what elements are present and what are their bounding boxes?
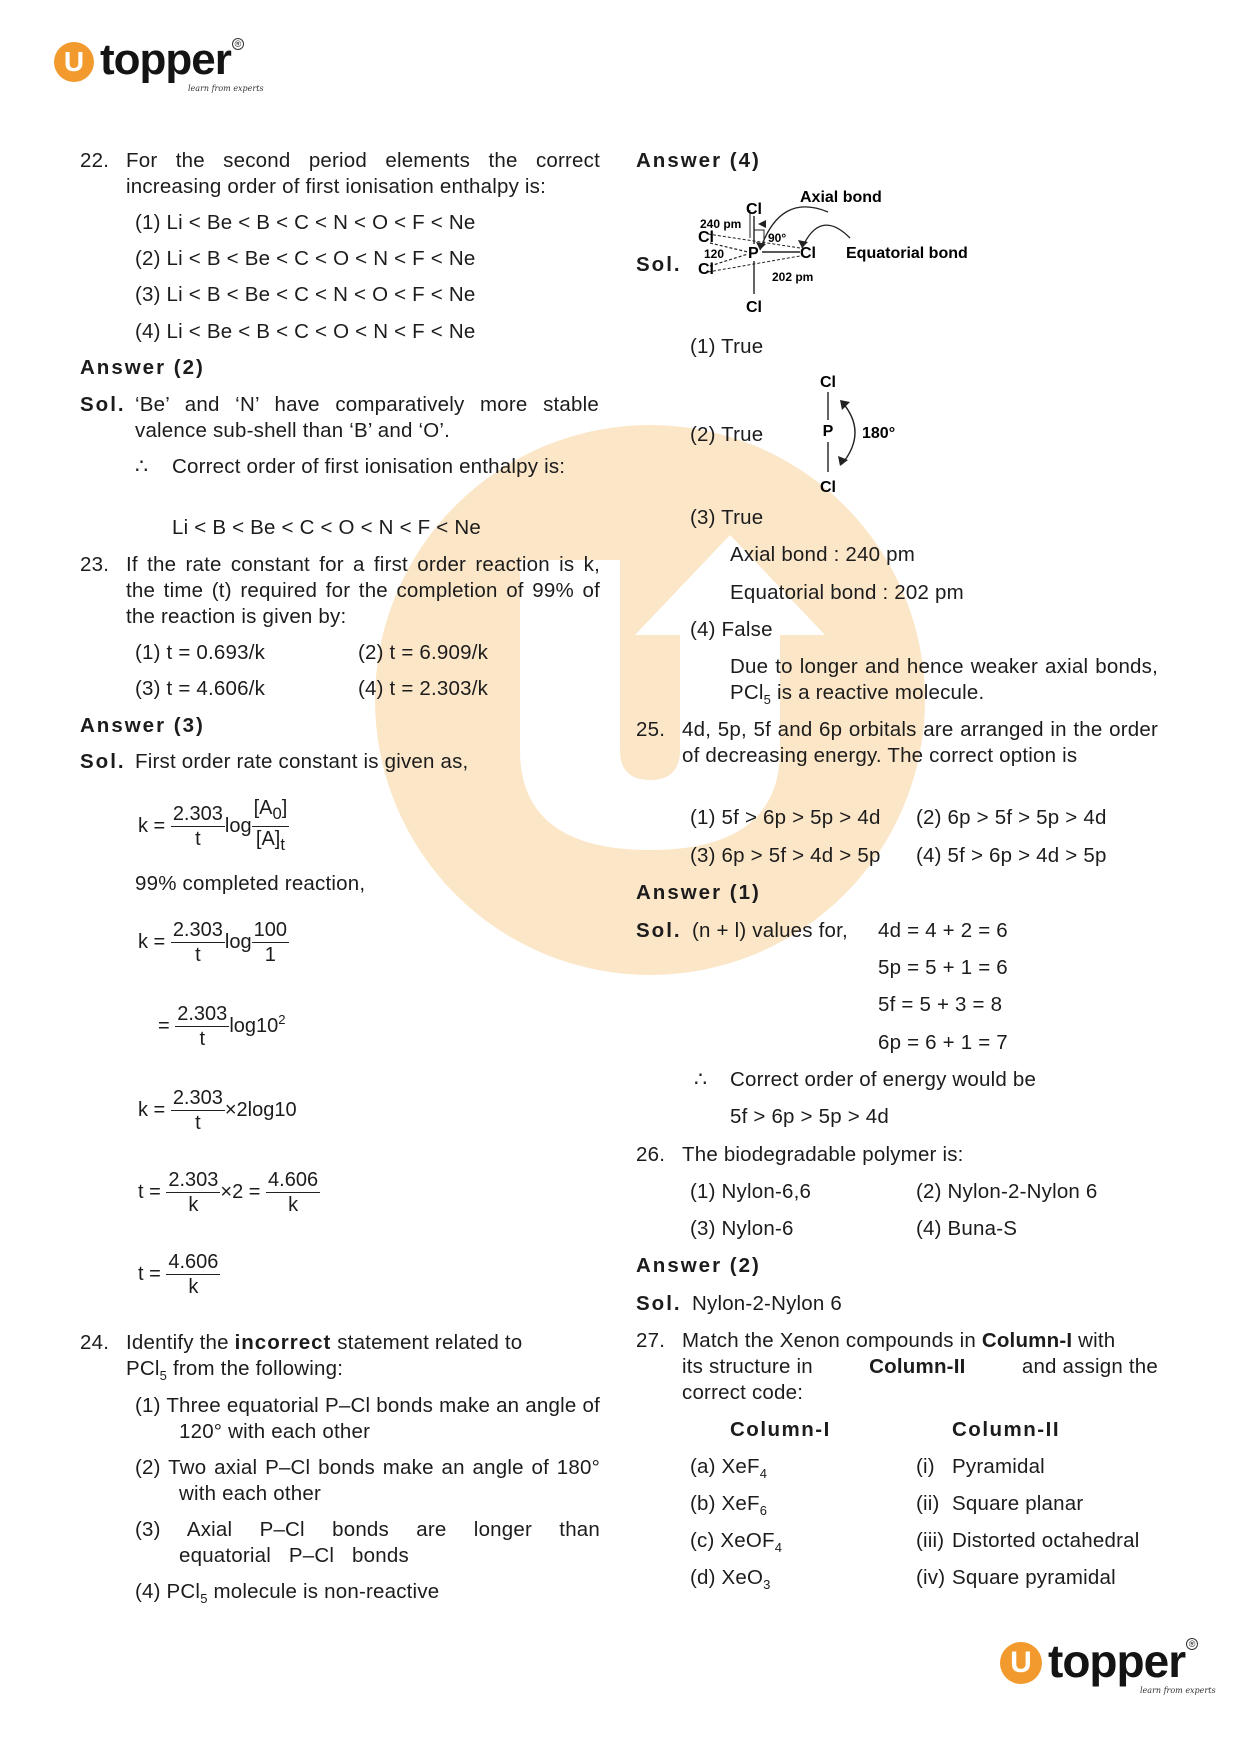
- option-4: [135, 1579, 439, 1612]
- solution-label: Sol.: [636, 1292, 682, 1315]
- solution-label: Sol.: [636, 253, 682, 276]
- cl-atom-label: Cl: [820, 374, 836, 391]
- denominator: k: [188, 1276, 199, 1298]
- bond-length-text: Equatorial bond : 202 pm: [730, 581, 964, 604]
- question-number: 24.: [80, 1331, 110, 1354]
- n-plus-l-value: 6p = 6 + 1 = 7: [878, 1031, 1008, 1054]
- option-text: molecule is non-reactive: [207, 1580, 440, 1603]
- therefore-symbol: ∴: [135, 455, 149, 478]
- stem-text: from the following:: [167, 1357, 344, 1380]
- reason-part: Due to longer and hence weaker axial bonds, PCl: [730, 655, 1158, 704]
- equals: =: [158, 1014, 170, 1037]
- angle-label: 90°: [768, 231, 787, 245]
- numerator: 100: [253, 919, 287, 941]
- denominator: t: [199, 1028, 206, 1050]
- reason-part: is a reactive molecule.: [771, 681, 985, 704]
- logo-text: topper: [1048, 1635, 1186, 1687]
- fraction: [171, 1086, 225, 1135]
- denominator: t: [195, 828, 201, 850]
- log-text: log: [224, 930, 252, 953]
- question-number: 22.: [80, 149, 110, 172]
- column2-item: Pyramidal: [952, 1455, 1045, 1478]
- n-plus-l-value: 5p = 5 + 1 = 6: [878, 956, 1008, 979]
- solution-text: First order rate constant is given as,: [135, 750, 469, 773]
- column1-item-a: [690, 1454, 767, 1487]
- answer-label: Answer (3): [80, 714, 205, 737]
- question-number: 23.: [80, 553, 110, 576]
- answer-label: Answer (1): [636, 881, 761, 904]
- question-stem: If the rate constant for a first order reaction is k, the time (t) required for the completion of 99% of the reaction is given by:: [126, 553, 600, 628]
- n-plus-l-value: 5f = 5 + 3 = 8: [878, 993, 1003, 1016]
- eq-lhs: t =: [138, 1262, 161, 1285]
- column-header: Column-II: [952, 1418, 1061, 1441]
- equation-step: [138, 918, 289, 967]
- question-stem: [126, 1330, 600, 1356]
- stem-text: statement related to: [331, 1331, 523, 1354]
- stem-text: Match the Xenon compounds in: [682, 1329, 982, 1352]
- column2-marker: (iii): [916, 1529, 945, 1552]
- fraction: [166, 1250, 220, 1299]
- fraction: [175, 1002, 229, 1051]
- solution-label: Sol.: [80, 750, 126, 773]
- logo-circle-icon: [54, 42, 94, 82]
- equation-step: [158, 1002, 285, 1051]
- eq-lhs: k =: [138, 814, 166, 837]
- equatorial-bond-label: Equatorial bond: [846, 245, 968, 262]
- option-3: (3) t = 4.606/k: [135, 677, 266, 700]
- eq-lhs: t =: [138, 1180, 161, 1203]
- registered-mark: ®: [232, 38, 244, 50]
- solution-text: Correct order of energy would be: [730, 1068, 1037, 1091]
- equation-result: [138, 1250, 220, 1299]
- arrow-icon: [840, 400, 850, 410]
- option-3: (3) Nylon-6: [690, 1217, 794, 1240]
- reason-text: [730, 654, 1158, 713]
- subscript: 0: [272, 804, 282, 823]
- statement-verdict: (1) True: [690, 335, 764, 358]
- numerator: 2.303: [172, 1087, 223, 1109]
- column2-marker: (i): [916, 1455, 935, 1478]
- solution-order: 5f > 6p > 5p > 4d: [730, 1105, 889, 1128]
- stem-bold: Column-I: [981, 1329, 1073, 1352]
- option-4: (4) Buna-S: [916, 1217, 1018, 1240]
- option-1: (1) Three equatorial P–Cl bonds make an angle of 120° with each other: [135, 1394, 600, 1443]
- numerator: 4.606: [268, 1169, 319, 1191]
- axial-bond-label: Axial bond: [800, 189, 882, 206]
- logo-circle-icon: [1000, 1642, 1042, 1684]
- pcl5-structure-diagram: [690, 186, 1010, 326]
- numerator: 2.303: [172, 803, 223, 825]
- cl-atom-label: Cl: [746, 201, 762, 218]
- p-atom-label: P: [748, 245, 759, 262]
- angle-arc: [842, 402, 855, 464]
- eq-lhs: k =: [138, 1098, 166, 1121]
- stem-bold: Column-II: [869, 1355, 966, 1378]
- cl-atom-label: Cl: [698, 229, 714, 246]
- solution-label: Sol.: [636, 919, 682, 942]
- solution-text: ‘Be’ and ‘N’ have comparatively more stable valence sub-shell than ‘B’ and ‘O’.: [135, 393, 599, 442]
- answer-label: Answer (2): [80, 356, 205, 379]
- equation-step: [138, 1168, 320, 1217]
- stem-text: with: [1072, 1329, 1116, 1352]
- solution-label: Sol.: [80, 393, 126, 416]
- solution-order: Li < B < Be < C < O < N < F < Ne: [172, 516, 481, 539]
- column1-item-c: [690, 1528, 782, 1561]
- formula: PCl: [126, 1357, 160, 1380]
- question-number: 26.: [636, 1143, 666, 1166]
- conc-a0: [A: [253, 797, 273, 819]
- column2-item: Square pyramidal: [952, 1566, 1116, 1589]
- bond-length-text: Axial bond : 240 pm: [730, 543, 915, 566]
- option-1: (1) t = 0.693/k: [135, 641, 266, 664]
- option-1: (1) Nylon-6,6: [690, 1180, 812, 1203]
- question-number: 27.: [636, 1329, 666, 1352]
- question-stem: 4d, 5p, 5f and 6p orbitals are arranged in the order of decreasing energy. The correct option is: [682, 718, 1158, 767]
- stem-text: Identify the: [126, 1331, 235, 1354]
- question-stem: The biodegradable polymer is:: [682, 1143, 964, 1166]
- option-4: (4) 5f > 6p > 4d > 5p: [916, 844, 1107, 867]
- statement-verdict: (4) False: [690, 618, 773, 641]
- equation-rate-constant: [138, 796, 289, 857]
- column-header: Column-I: [730, 1418, 831, 1441]
- option-3: (3) 6p > 5f > 4d > 5p: [690, 844, 881, 867]
- n-plus-l-value: 4d = 4 + 2 = 6: [878, 919, 1008, 942]
- subscript: t: [280, 835, 285, 854]
- logo-tagline: learn from experts: [1140, 1686, 1216, 1695]
- option-4: (4) t = 2.303/k: [358, 677, 489, 700]
- column2-item: Square planar: [952, 1492, 1084, 1515]
- compound: (c) XeOF: [690, 1529, 775, 1552]
- bond-length-label: 240 pm: [700, 217, 742, 231]
- column2-marker: (ii): [916, 1492, 940, 1515]
- cl-atom-label: Cl: [800, 245, 816, 262]
- denominator: 1: [264, 944, 276, 966]
- question-stem: [682, 1328, 1115, 1354]
- option-2: (2) 6p > 5f > 5p > 4d: [916, 806, 1107, 829]
- option-1: (1) 5f > 6p > 5p > 4d: [690, 806, 881, 829]
- times-text: ×2 =: [220, 1180, 261, 1203]
- stem-text: its structure in: [682, 1355, 819, 1378]
- column1-item-b: [690, 1491, 767, 1524]
- question-stem-line3: correct code:: [682, 1381, 804, 1404]
- subscript: 4: [774, 1540, 783, 1556]
- equation-step: [138, 1086, 297, 1135]
- subscript: 5: [200, 1591, 208, 1607]
- brand-logo: [54, 35, 244, 84]
- logo-letter: U: [63, 46, 85, 77]
- angle-label: 180°: [862, 425, 896, 442]
- conc-at: [A]: [255, 828, 281, 850]
- numerator: 2.303: [177, 1003, 228, 1025]
- subscript: 5: [763, 692, 772, 708]
- solution-text: 99% completed reaction,: [135, 872, 366, 895]
- column2-item: Distorted octahedral: [952, 1529, 1140, 1552]
- fraction: [166, 1168, 220, 1217]
- answer-label: Answer (2): [636, 1254, 761, 1277]
- brand-logo-footer: [1000, 1635, 1198, 1687]
- p-atom-label: P: [822, 423, 834, 440]
- option-text: (4) PCl: [135, 1580, 201, 1603]
- subscript: 6: [759, 1503, 768, 1519]
- answer-label: Answer (4): [636, 149, 761, 172]
- denominator: t: [195, 1112, 201, 1134]
- option-2: (2) Nylon-2-Nylon 6: [916, 1180, 1098, 1203]
- denominator: k: [188, 1194, 199, 1216]
- logo-tagline: learn from experts: [188, 84, 264, 93]
- fraction: [266, 1168, 320, 1217]
- log-text: ×2log10: [224, 1098, 297, 1121]
- subscript: 5: [159, 1368, 168, 1384]
- column1-item-d: [690, 1565, 771, 1598]
- registered-mark: ®: [1186, 1638, 1198, 1650]
- cl-atom-label: Cl: [698, 261, 714, 278]
- statement-verdict: (3) True: [690, 506, 764, 529]
- numerator: 2.303: [172, 919, 223, 941]
- logo-text: topper: [100, 35, 231, 84]
- question-stem: For the second period elements the correct increasing order of first ionisation enthalpy is:: [126, 149, 600, 198]
- fraction: [171, 802, 225, 851]
- logo-letter: U: [1010, 1646, 1032, 1679]
- option-3: (3) Axial P–Cl bonds are longer than equatorial P–Cl bonds: [135, 1518, 600, 1567]
- subscript: 3: [763, 1577, 771, 1593]
- option-1: (1) Li < Be < B < C < N < O < F < Ne: [135, 211, 476, 234]
- compound: (d) XeO: [690, 1566, 764, 1589]
- bracket: ]: [281, 797, 288, 819]
- denominator: t: [195, 944, 201, 966]
- log-text: log: [224, 814, 252, 837]
- numerator: 4.606: [168, 1251, 219, 1273]
- compound: (b) XeF: [690, 1492, 760, 1515]
- question-stem-line2: [682, 1354, 1158, 1380]
- option-3: (3) Li < B < Be < C < N < O < F < Ne: [135, 283, 476, 306]
- denominator: k: [288, 1194, 299, 1216]
- cl-atom-label: Cl: [746, 299, 762, 316]
- question-stem-line2: [126, 1356, 343, 1389]
- axial-angle-diagram: [810, 368, 930, 498]
- solution-text: (n + l) values for,: [692, 919, 848, 942]
- log-text: log10: [229, 1014, 279, 1037]
- cl-atom-label: Cl: [820, 479, 836, 496]
- question-number: 25.: [636, 718, 666, 741]
- stem-text: and assign the: [1015, 1355, 1158, 1378]
- option-2: (2) Li < B < Be < C < O < N < F < Ne: [135, 247, 476, 270]
- option-2: (2) t = 6.909/k: [358, 641, 489, 664]
- numerator: [252, 796, 290, 827]
- fraction: [252, 796, 290, 857]
- angle-label: 120: [704, 247, 725, 261]
- option-4: (4) Li < Be < B < C < O < N < F < Ne: [135, 320, 476, 343]
- superscript: 2: [278, 1012, 286, 1028]
- column2-marker: (iv): [916, 1566, 946, 1589]
- solution-text: Correct order of first ionisation enthalpy is:: [172, 455, 566, 478]
- statement-verdict: (2) True: [690, 423, 764, 446]
- subscript: 4: [759, 1466, 768, 1482]
- bond-length-label: 202 pm: [772, 270, 814, 284]
- arrow-icon: [758, 220, 766, 228]
- option-2: (2) Two axial P–Cl bonds make an angle of 180° with each other: [135, 1456, 600, 1505]
- numerator: 2.303: [168, 1169, 219, 1191]
- fraction: [171, 918, 225, 967]
- solution-text: Nylon-2-Nylon 6: [692, 1292, 842, 1315]
- fraction: [252, 918, 289, 967]
- compound: (a) XeF: [690, 1455, 760, 1478]
- denominator: [252, 827, 290, 857]
- eq-lhs: k =: [138, 930, 166, 953]
- therefore-symbol: ∴: [694, 1068, 708, 1091]
- stem-bold: incorrect: [234, 1331, 332, 1354]
